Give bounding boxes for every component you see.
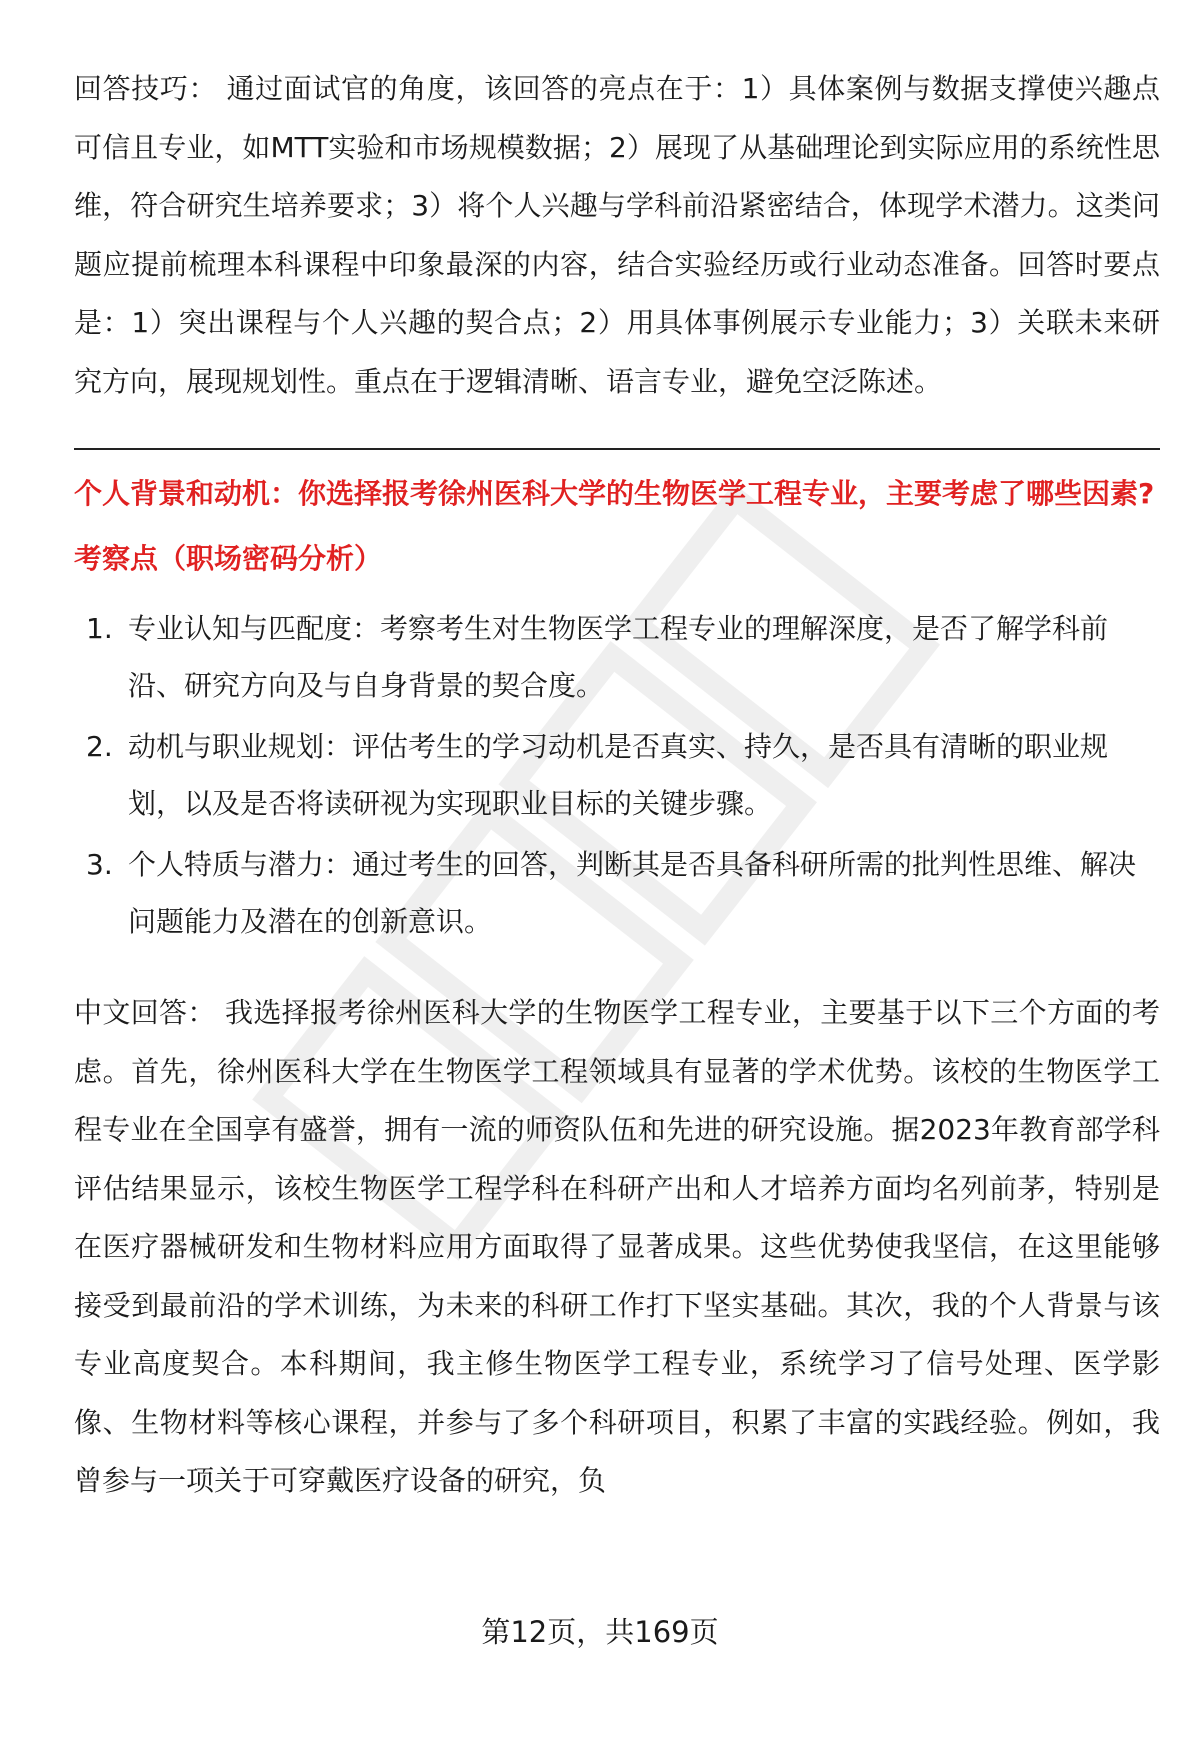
document-page: [74, 60, 1160, 1511]
list-item-text: 动机与职业规划：评估考生的学习动机是否真实、持久，是否具有清晰的职业规划，以及是否将读研视为实现职业目标的关键步骤。: [128, 730, 1109, 820]
list-item-number: 3.: [86, 848, 113, 881]
list-item: [74, 836, 1160, 950]
section-divider: [74, 448, 1160, 450]
list-item-number: 1.: [86, 612, 113, 645]
question-title: 个人背景和动机：你选择报考徐州医科大学的生物医学工程专业，主要考虑了哪些因素?: [74, 477, 1155, 510]
list-item: [74, 718, 1160, 832]
assessment-heading: 考察点（职场密码分析）: [74, 542, 383, 575]
page-number: 第12页，共169页: [481, 1615, 719, 1649]
list-item-number: 2.: [86, 730, 113, 763]
chinese-answer-paragraph: 中文回答： 我选择报考徐州医科大学的生物医学工程专业，主要基于以下三个方面的考虑。首先，徐州医科大学在生物医学工程领域具有显著的学术优势。该校的生物医学工程专业在全国享有盛誉，拥有一流的师资队伍和先进的研究设施。据2023年教育部学科评估结果显示，该校生物医学工程学科在科研产出和人才培养方面均名列前茅，特别是在医疗器械研发和生物材料应用方面取得了显著成果。这些优势使我坚信，在这里能够接受到最前沿的学术训练，为未来的科研工作打下坚实基础。其次，我的个人背景与该专业高度契合。本科期间，我主修生物医学工程专业，系统学习了信号处理、医学影像、生物材料等核心课程，并参与了多个科研项目，积累了丰富的实践经验。例如，我曾参与一项关于可穿戴医疗设备的研究，负: [74, 996, 1160, 1497]
assessment-list: [74, 600, 1160, 950]
list-item: [74, 600, 1160, 714]
list-item-text: 专业认知与匹配度：考察考生对生物医学工程专业的理解深度，是否了解学科前沿、研究方向及与自身背景的契合度。: [128, 612, 1109, 702]
answer-tips-paragraph: 回答技巧： 通过面试官的角度，该回答的亮点在于：1）具体案例与数据支撑使兴趣点可信且专业，如MTT实验和市场规模数据；2）展现了从基础理论到实际应用的系统性思维，符合研究生培养要求；3）将个人兴趣与学科前沿紧密结合，体现学术潜力。这类问题应提前梳理本科课程中印象最深的内容，结合实验经历或行业动态准备。回答时要点是：1）突出课程与个人兴趣的契合点；2）用具体事例展示专业能力；3）关联未来研究方向，展现规划性。重点在于逻辑清晰、语言专业，避免空泛陈述。: [74, 72, 1160, 398]
list-item-text: 个人特质与潜力：通过考生的回答，判断其是否具备科研所需的批判性思维、解决问题能力及潜在的创新意识。: [128, 848, 1137, 938]
